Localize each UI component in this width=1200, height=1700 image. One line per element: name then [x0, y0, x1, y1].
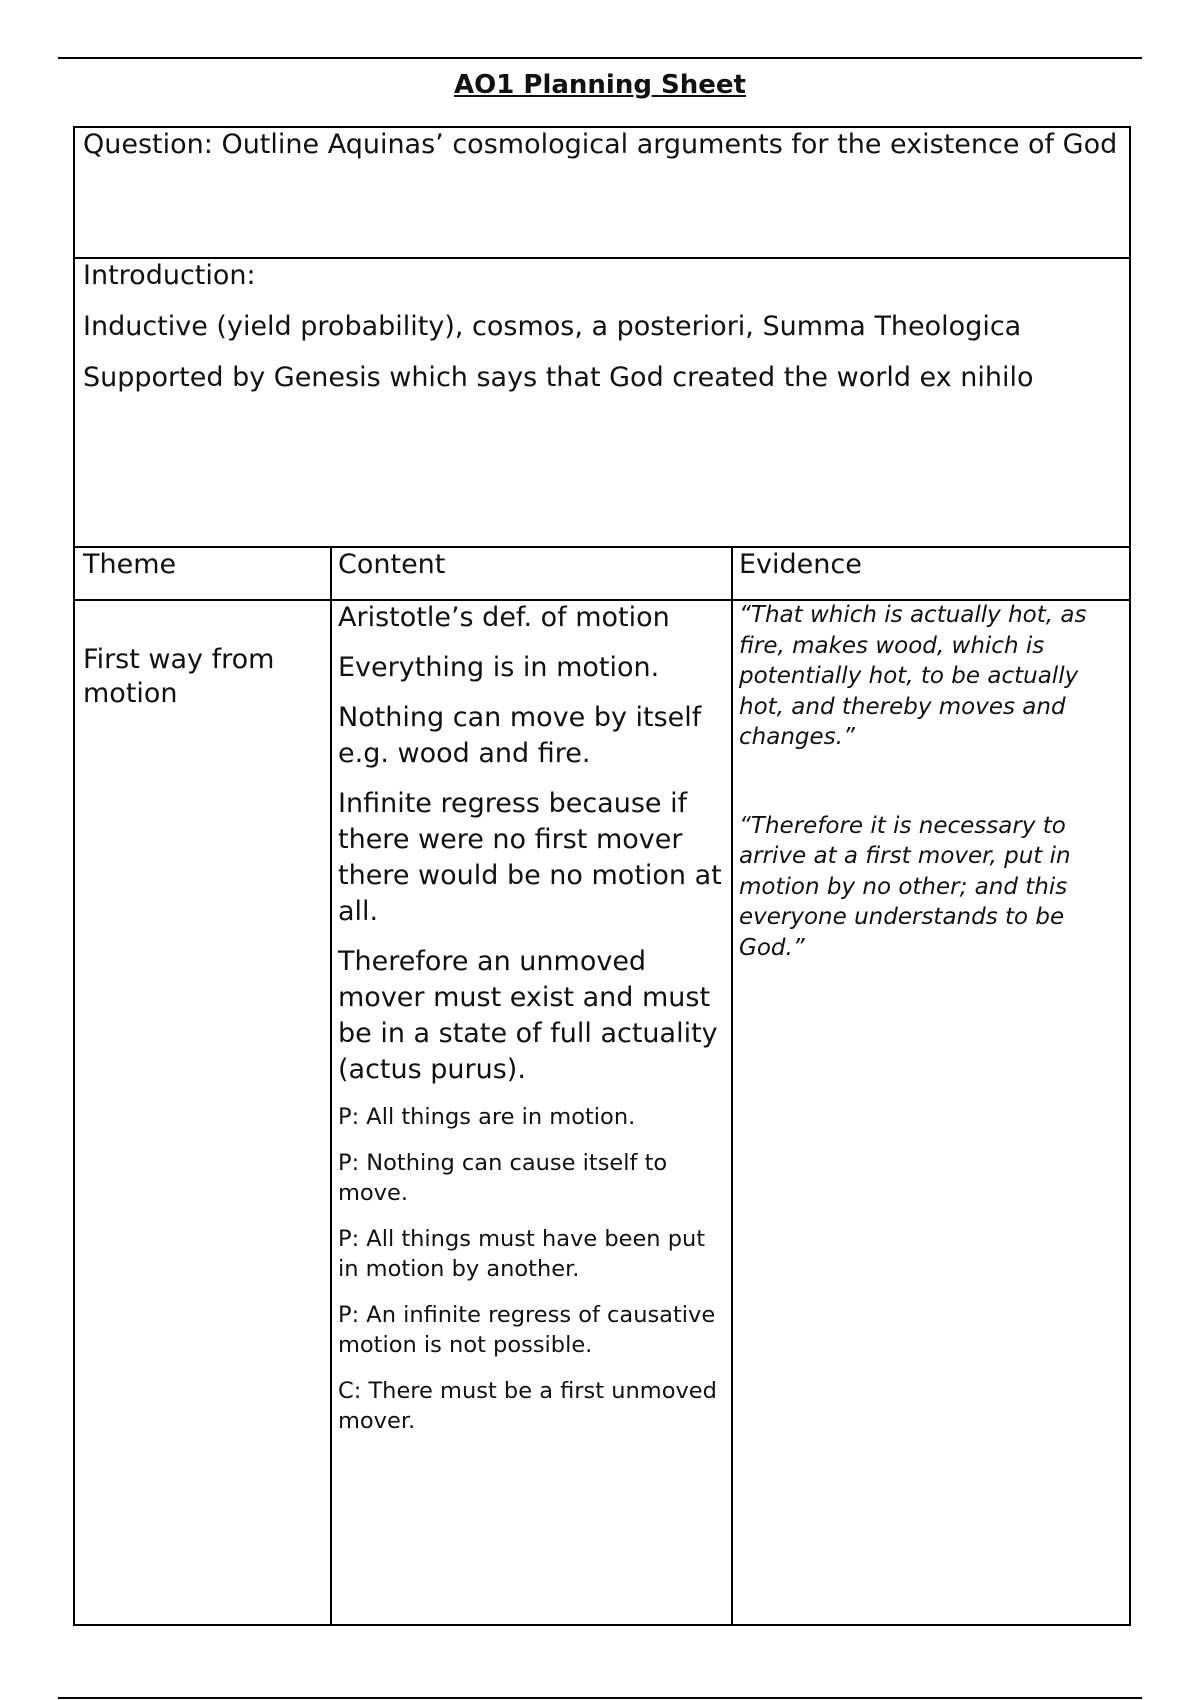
header-rule	[58, 57, 1142, 59]
syllogism-line: P: An infinite regress of causative motion is not possible.	[338, 1302, 716, 1358]
evidence-quote: “That which is actually hot, as fire, makes wood, which is potentially hot, to be actually hot, and thereby moves and changes.”	[739, 602, 1087, 750]
introduction-heading: Introduction:	[83, 260, 256, 291]
syllogism-line: P: All things are in motion.	[338, 1104, 636, 1130]
header-evidence: Evidence	[739, 549, 862, 580]
content-point: Therefore an unmoved mover must exist and must be in a state of full actuality (actus purus).	[338, 946, 718, 1085]
theme-cell: First way from motion	[83, 644, 275, 709]
syllogism-line: P: Nothing can cause itself to move.	[338, 1150, 668, 1206]
evidence-cell	[731, 600, 1133, 963]
header-theme: Theme	[83, 549, 177, 580]
page-title: AO1 Planning Sheet	[454, 70, 746, 100]
question-box	[73, 126, 1131, 258]
syllogism-line: C: There must be a first unmoved mover.	[338, 1378, 717, 1434]
footer-rule	[58, 1697, 1142, 1699]
content-point: Nothing can move by itself e.g. wood and fire.	[338, 702, 702, 769]
syllogism-line: P: All things must have been put in motion by another.	[338, 1226, 706, 1282]
content-point: Everything is in motion.	[338, 652, 660, 683]
introduction-line: Supported by Genesis which says that God created the world ex nihilo	[83, 362, 1034, 393]
content-point: Infinite regress because if there were no first mover there would be no motion at all.	[338, 788, 722, 927]
evidence-quote: “Therefore it is necessary to arrive at a first mover, put in motion by no other; and this everyone understands to be God.”	[739, 812, 1071, 961]
introduction-line: Inductive (yield probability), cosmos, a posteriori, Summa Theologica	[83, 311, 1022, 342]
content-cell	[330, 600, 731, 1452]
header-content: Content	[338, 549, 446, 580]
planning-table	[73, 546, 1131, 1626]
introduction-box	[73, 257, 1131, 547]
question-text: Question: Outline Aquinas’ cosmological arguments for the existence of God	[83, 129, 1118, 160]
content-point: Aristotle’s def. of motion	[338, 602, 670, 633]
